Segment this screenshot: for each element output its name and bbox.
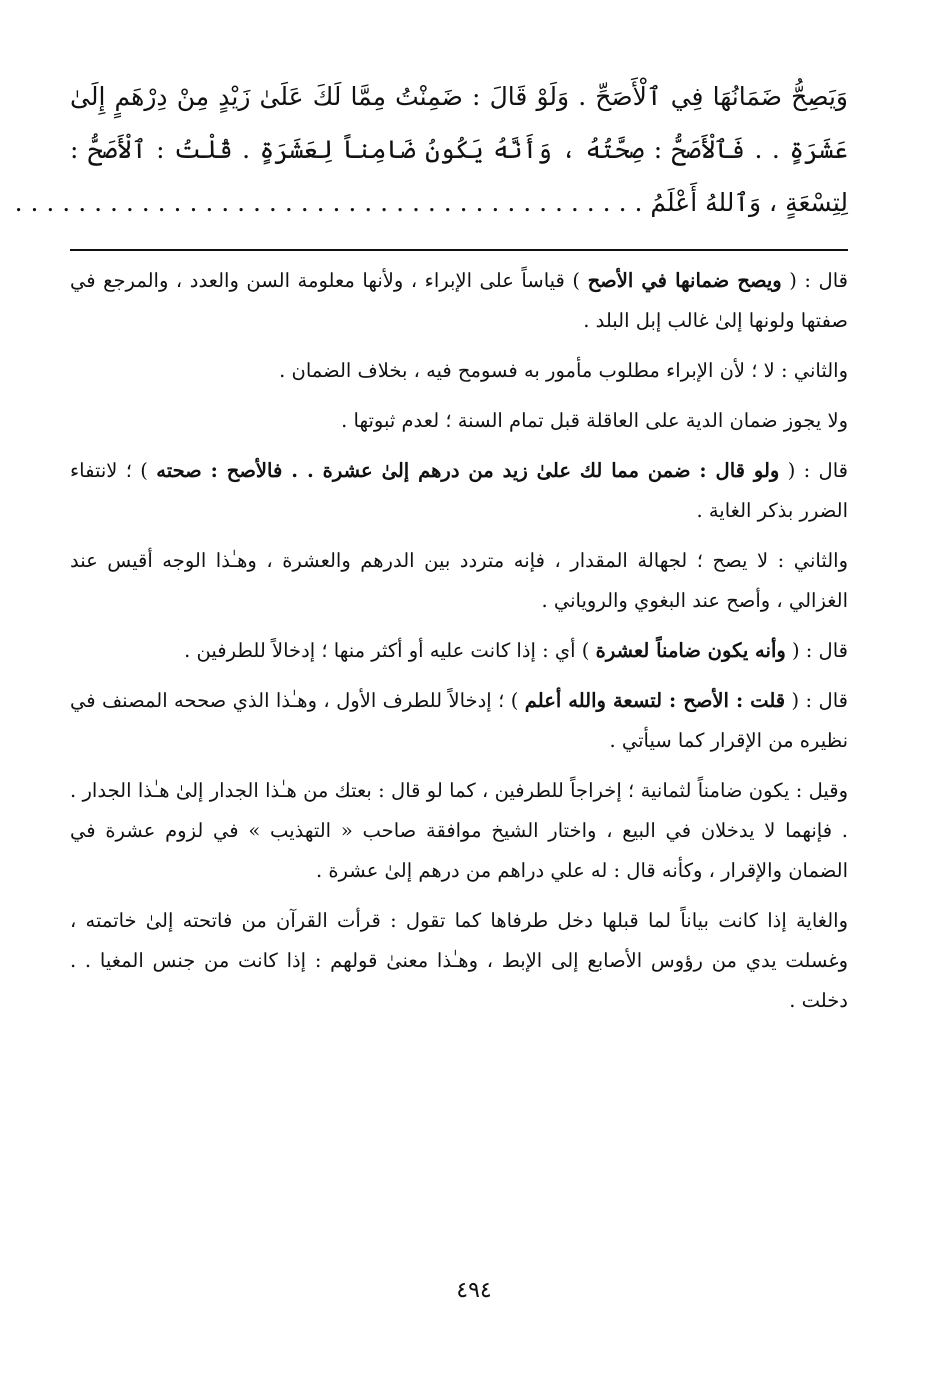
quote-prefix: قال : ( — [785, 689, 848, 712]
quoted-matn: ويصح ضمانها في الأصح — [587, 269, 782, 292]
quote-prefix: قال : ( — [781, 269, 848, 292]
quoted-matn: قلت : الأصح : لتسعة والله أعلم — [524, 689, 786, 712]
sharh-block — [70, 261, 848, 1021]
sharh-paragraph-5: والثاني : لا يصح ؛ لجهالة المقدار ، فإنه متردد بين الدرهم والعشرة ، وهـٰذا الوجه أقيس عند الغزالي ، وأصح عند البغوي والروياني . — [70, 549, 848, 612]
sharh-paragraph-3: ولا يجوز ضمان الدية على العاقلة قبل تمام السنة ؛ لعدم ثبوتها . — [341, 409, 848, 432]
sharh-paragraph-9: والغاية إذا كانت بياناً لما قبلها دخل طرفاها كما تقول : قرأت القرآن من فاتحته إلىٰ خاتمته ، وغسلت يدي من رؤوس الأصابع إلى الإبط ، وهـٰذا معنىٰ قولهم : إذا كانت من جنس المغيا . . دخلت . — [70, 909, 848, 1012]
matn-block — [14, 70, 848, 229]
sharh-paragraph-1 — [70, 261, 848, 341]
quoted-matn: وأنه يكون ضامناً لعشرة — [595, 639, 786, 662]
separator-rule — [70, 249, 848, 251]
matn-line-3: لِتِسْعَةٍ ، وَٱللهُ أَعْلَمُ . . . . . . . . . . . . . . . . . . . . . . . . . . . . . . . . . . . . . . . . — [14, 188, 848, 217]
sharh-paragraph-6 — [70, 631, 848, 671]
commentary-text: ) ؛ لانتفاء الضرر بذكر الغاية . — [70, 459, 848, 522]
sharh-paragraph-7 — [70, 681, 848, 761]
sharh-paragraph-4 — [70, 451, 848, 531]
quoted-matn: ولو قال : ضمن مما لك علىٰ زيد من درهم إلىٰ عشرة . . فالأصح : صحته — [156, 459, 780, 482]
sharh-paragraph-8: وقيل : يكون ضامناً لثمانية ؛ إخراجاً للطرفين ، كما لو قال : بعتك من هـٰذا الجدار إلىٰ هـٰذا الجدار . . فإنهما لا يدخلان في البيع ، واختار الشيخ موافقة صاحب « التهذيب » في لزوم عشرة في الضمان والإقرار ، وكأنه قال : له علي دراهم من درهم إلىٰ عشرة . — [70, 779, 848, 882]
commentary-text: ) أي : إذا كانت عليه أو أكثر منها ؛ إدخالاً للطرفين . — [184, 639, 596, 662]
commentary-text: ) قياساً على الإبراء ، ولأنها معلومة السن والعدد ، والمرجع في صفتها ولونها إلىٰ غالب إبل البلد . — [70, 269, 848, 332]
commentary-text: ) ؛ إدخالاً للطرف الأول ، وهـٰذا الذي صححه المصنف في نظيره من الإقرار كما سيأتي . — [70, 689, 848, 752]
sharh-paragraph-2: والثاني : لا ؛ لأن الإبراء مطلوب مأمور به فسومح فيه ، بخلاف الضمان . — [279, 359, 848, 382]
page-number: ٤٩٤ — [456, 1278, 492, 1303]
quote-prefix: قال : ( — [779, 459, 848, 482]
matn-line-1: وَيَصِحُّ ضَمَانُهَا فِي ٱلْأَصَحِّ . وَلَوْ قَالَ : ضَمِنْتُ مِمَّا لَكَ عَلَىٰ زَيْدٍ مِنْ دِرْهَمٍ إِلَىٰ — [70, 82, 848, 111]
quote-prefix: قال : ( — [785, 639, 848, 662]
matn-line-2: عَشَرَةٍ . . فَٱلْأَصَحُّ : صِحَّتُهُ ، وَأَنَّهُ يَكُونُ ضَامِناً لِعَشَرَةٍ . قُلْتُ : ٱلْأَصَحُّ : — [70, 135, 848, 164]
